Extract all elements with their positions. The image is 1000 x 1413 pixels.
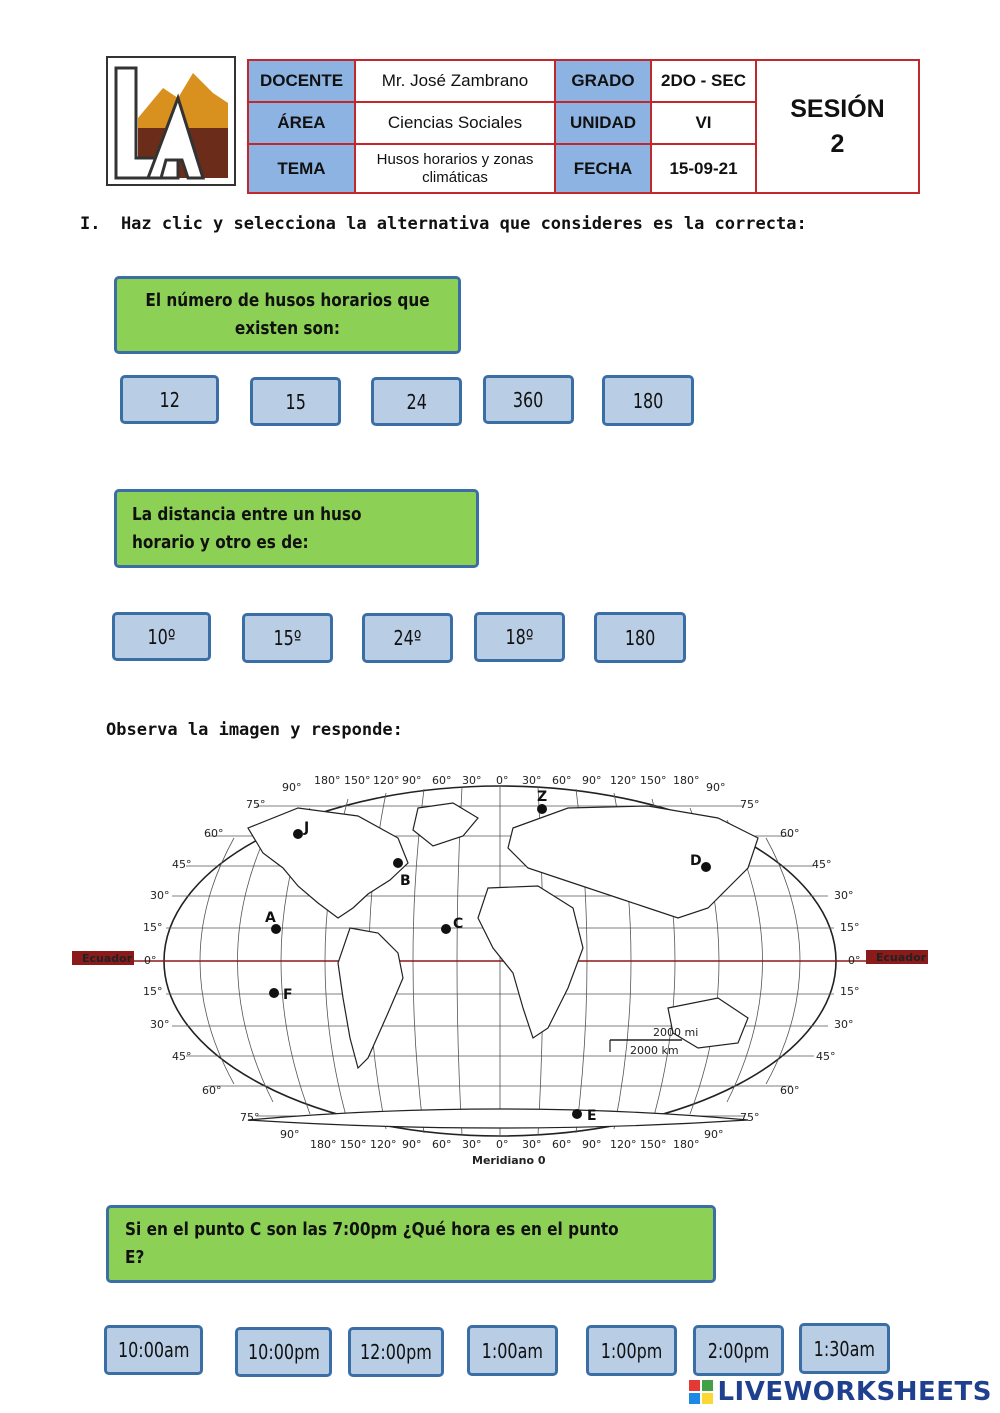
top-label: 90° xyxy=(402,774,422,787)
fecha-value: 15-09-21 xyxy=(651,144,756,193)
point-c-label: C xyxy=(453,916,464,932)
sesion-cell xyxy=(756,60,919,193)
q3-option-5[interactable] xyxy=(586,1325,677,1376)
point-j-label: J xyxy=(304,820,310,836)
area-label: ÁREA xyxy=(248,102,355,144)
lat-label: 75° xyxy=(240,1111,260,1124)
q3-option-2-label: 10:00pm xyxy=(247,1340,320,1364)
scale-km-label: 2000 km xyxy=(630,1044,679,1057)
q3-option-3[interactable] xyxy=(348,1327,444,1377)
bottom-label: 90° xyxy=(280,1128,300,1141)
q2-option-1-label: 10º xyxy=(147,624,176,649)
lat-label: 45° xyxy=(172,1050,192,1063)
bottom-label: 150° xyxy=(340,1138,367,1151)
tema-label: TEMA xyxy=(248,144,355,193)
unidad-value: VI xyxy=(651,102,756,144)
q1-option-3-label: 24 xyxy=(406,389,427,414)
q2-option-5-label: 180 xyxy=(624,625,656,650)
question-3-text: Si en el punto C son las 7:00pm ¿Qué hora es en el punto E? xyxy=(125,1219,619,1268)
lat-label: 45° xyxy=(812,858,832,871)
lat-label: 15° xyxy=(840,985,860,998)
q3-option-6-label: 2:00pm xyxy=(707,1338,770,1363)
bottom-label: 90° xyxy=(582,1138,602,1151)
point-b-label: B xyxy=(400,873,411,889)
lat-label: 75° xyxy=(740,1111,760,1124)
equator-tag-right xyxy=(866,950,928,964)
grado-label: GRADO xyxy=(555,60,651,102)
q1-option-3[interactable] xyxy=(371,377,462,426)
top-label: 180° xyxy=(314,774,341,787)
lat-label: 75° xyxy=(740,798,760,811)
lat-label: 15° xyxy=(143,985,163,998)
point-e-dot xyxy=(572,1109,582,1119)
q1-option-5[interactable] xyxy=(602,375,694,426)
bottom-label: 120° xyxy=(370,1138,397,1151)
q1-option-5-label: 180 xyxy=(632,388,664,413)
lat-label: 30° xyxy=(150,1018,170,1031)
q2-option-4-label: 18º xyxy=(505,625,534,649)
point-z-dot xyxy=(537,804,547,814)
top-label: 90° xyxy=(282,781,302,794)
lat-label: 0° xyxy=(144,954,157,967)
bottom-label: 0° xyxy=(496,1138,509,1151)
lat-label: 30° xyxy=(150,889,170,902)
q3-option-6[interactable] xyxy=(693,1325,784,1376)
question-2-text: La distancia entre un huso horario y otro es de: xyxy=(132,503,362,553)
lat-label: 60° xyxy=(780,827,800,840)
top-label: 180° xyxy=(673,774,700,787)
tema-value: Husos horarios y zonas climáticas xyxy=(355,144,555,193)
point-f-dot xyxy=(269,988,279,998)
logo-graphic xyxy=(108,58,234,184)
scale-bar xyxy=(610,1026,698,1057)
point-e-label: E xyxy=(587,1108,597,1124)
instruction-text: I. Haz clic y selecciona la alternativa que consideres es la correcta: xyxy=(80,214,807,234)
top-label: 30° xyxy=(462,774,482,787)
lat-label: 0° xyxy=(848,954,861,967)
q1-option-2[interactable] xyxy=(250,377,341,426)
q3-option-1-label: 10:00am xyxy=(117,1338,190,1362)
q1-option-1-label: 12 xyxy=(159,387,180,412)
lat-label: 30° xyxy=(834,1018,854,1031)
q2-option-4[interactable] xyxy=(474,612,565,662)
lat-label: 15° xyxy=(143,921,163,934)
lat-label: 45° xyxy=(816,1050,836,1063)
point-z-label: Z xyxy=(537,789,548,805)
top-label: 120° xyxy=(373,774,400,787)
q3-option-5-label: 1:00pm xyxy=(600,1338,663,1363)
point-b-dot xyxy=(393,858,403,868)
bottom-longitude-labels xyxy=(280,1128,724,1151)
fecha-label: FECHA xyxy=(555,144,651,193)
bottom-label: 60° xyxy=(432,1138,452,1151)
top-label: 90° xyxy=(706,781,726,794)
question-2-box xyxy=(114,489,479,568)
q2-option-2-label: 15º xyxy=(273,626,302,650)
lat-label: 60° xyxy=(780,1084,800,1097)
lat-label: 15° xyxy=(840,921,860,934)
bottom-label: 60° xyxy=(552,1138,572,1151)
bottom-label: 120° xyxy=(610,1138,637,1151)
equator-tag-left xyxy=(72,951,134,965)
q3-option-4-label: 1:00am xyxy=(481,1338,544,1363)
observe-text: Observa la imagen y responde: xyxy=(106,720,403,740)
lat-label: 60° xyxy=(202,1084,222,1097)
docente-label: DOCENTE xyxy=(248,60,355,102)
bottom-label: 90° xyxy=(704,1128,724,1141)
point-f-label: F xyxy=(283,987,293,1003)
meridian-label: Meridiano 0 xyxy=(472,1154,546,1167)
equator-label-right: Ecuador xyxy=(876,951,927,964)
bottom-label: 30° xyxy=(462,1138,482,1151)
top-label: 0° xyxy=(496,774,509,787)
q1-option-4[interactable] xyxy=(483,375,574,424)
bottom-label: 30° xyxy=(522,1138,542,1151)
q3-option-1[interactable] xyxy=(104,1325,203,1375)
lat-label: 45° xyxy=(172,858,192,871)
point-d-dot xyxy=(701,862,711,872)
q2-option-2[interactable] xyxy=(242,613,333,663)
bottom-label: 90° xyxy=(402,1138,422,1151)
q3-option-7-label: 1:30am xyxy=(813,1336,876,1361)
unidad-label: UNIDAD xyxy=(555,102,651,144)
world-map xyxy=(68,768,934,1168)
grado-value: 2DO - SEC xyxy=(651,60,756,102)
sesion-label: SESIÓN xyxy=(790,94,885,123)
question-1-box xyxy=(114,276,461,354)
top-label: 30° xyxy=(522,774,542,787)
sesion-value: 2 xyxy=(830,129,845,158)
question-3-box xyxy=(106,1205,716,1283)
scale-mi-label: 2000 mi xyxy=(653,1026,699,1039)
q3-option-2[interactable] xyxy=(235,1327,332,1377)
liveworksheets-brand xyxy=(688,1377,992,1407)
equator-label-left: Ecuador xyxy=(82,952,133,965)
docente-value: Mr. José Zambrano xyxy=(355,60,555,102)
continents xyxy=(248,803,758,1128)
brand-text: LIVEWORKSHEETS xyxy=(717,1377,992,1407)
q2-option-3[interactable] xyxy=(362,613,453,663)
q2-option-1[interactable] xyxy=(112,612,211,661)
area-value: Ciencias Sociales xyxy=(355,102,555,144)
brand-logo-icon xyxy=(688,1379,714,1405)
top-label: 120° xyxy=(610,774,637,787)
point-a-label: A xyxy=(265,910,276,926)
top-label: 150° xyxy=(640,774,667,787)
point-c-dot xyxy=(441,924,451,934)
point-j-dot xyxy=(293,829,303,839)
q2-option-5[interactable] xyxy=(594,612,686,663)
question-1-text: El número de husos horarios que existen son: xyxy=(145,290,430,339)
bottom-label: 150° xyxy=(640,1138,667,1151)
point-d-label: D xyxy=(690,853,702,869)
top-label: 60° xyxy=(552,774,572,787)
header-table xyxy=(247,59,920,194)
lat-label: 75° xyxy=(246,798,266,811)
top-label: 150° xyxy=(344,774,371,787)
bottom-label: 180° xyxy=(310,1138,337,1151)
q1-option-4-label: 360 xyxy=(513,387,544,412)
q3-option-4[interactable] xyxy=(467,1325,558,1376)
lat-label: 60° xyxy=(204,827,224,840)
q2-option-3-label: 24º xyxy=(393,626,422,650)
top-label: 60° xyxy=(432,774,452,787)
lat-label: 30° xyxy=(834,889,854,902)
q3-option-7[interactable] xyxy=(799,1323,890,1374)
top-label: 90° xyxy=(582,774,602,787)
q1-option-1[interactable] xyxy=(120,375,219,424)
school-logo xyxy=(106,56,236,186)
bottom-label: 180° xyxy=(673,1138,700,1151)
q3-option-3-label: 12:00pm xyxy=(360,1340,432,1364)
q1-option-2-label: 15 xyxy=(285,389,306,414)
top-longitude-labels xyxy=(282,774,726,794)
